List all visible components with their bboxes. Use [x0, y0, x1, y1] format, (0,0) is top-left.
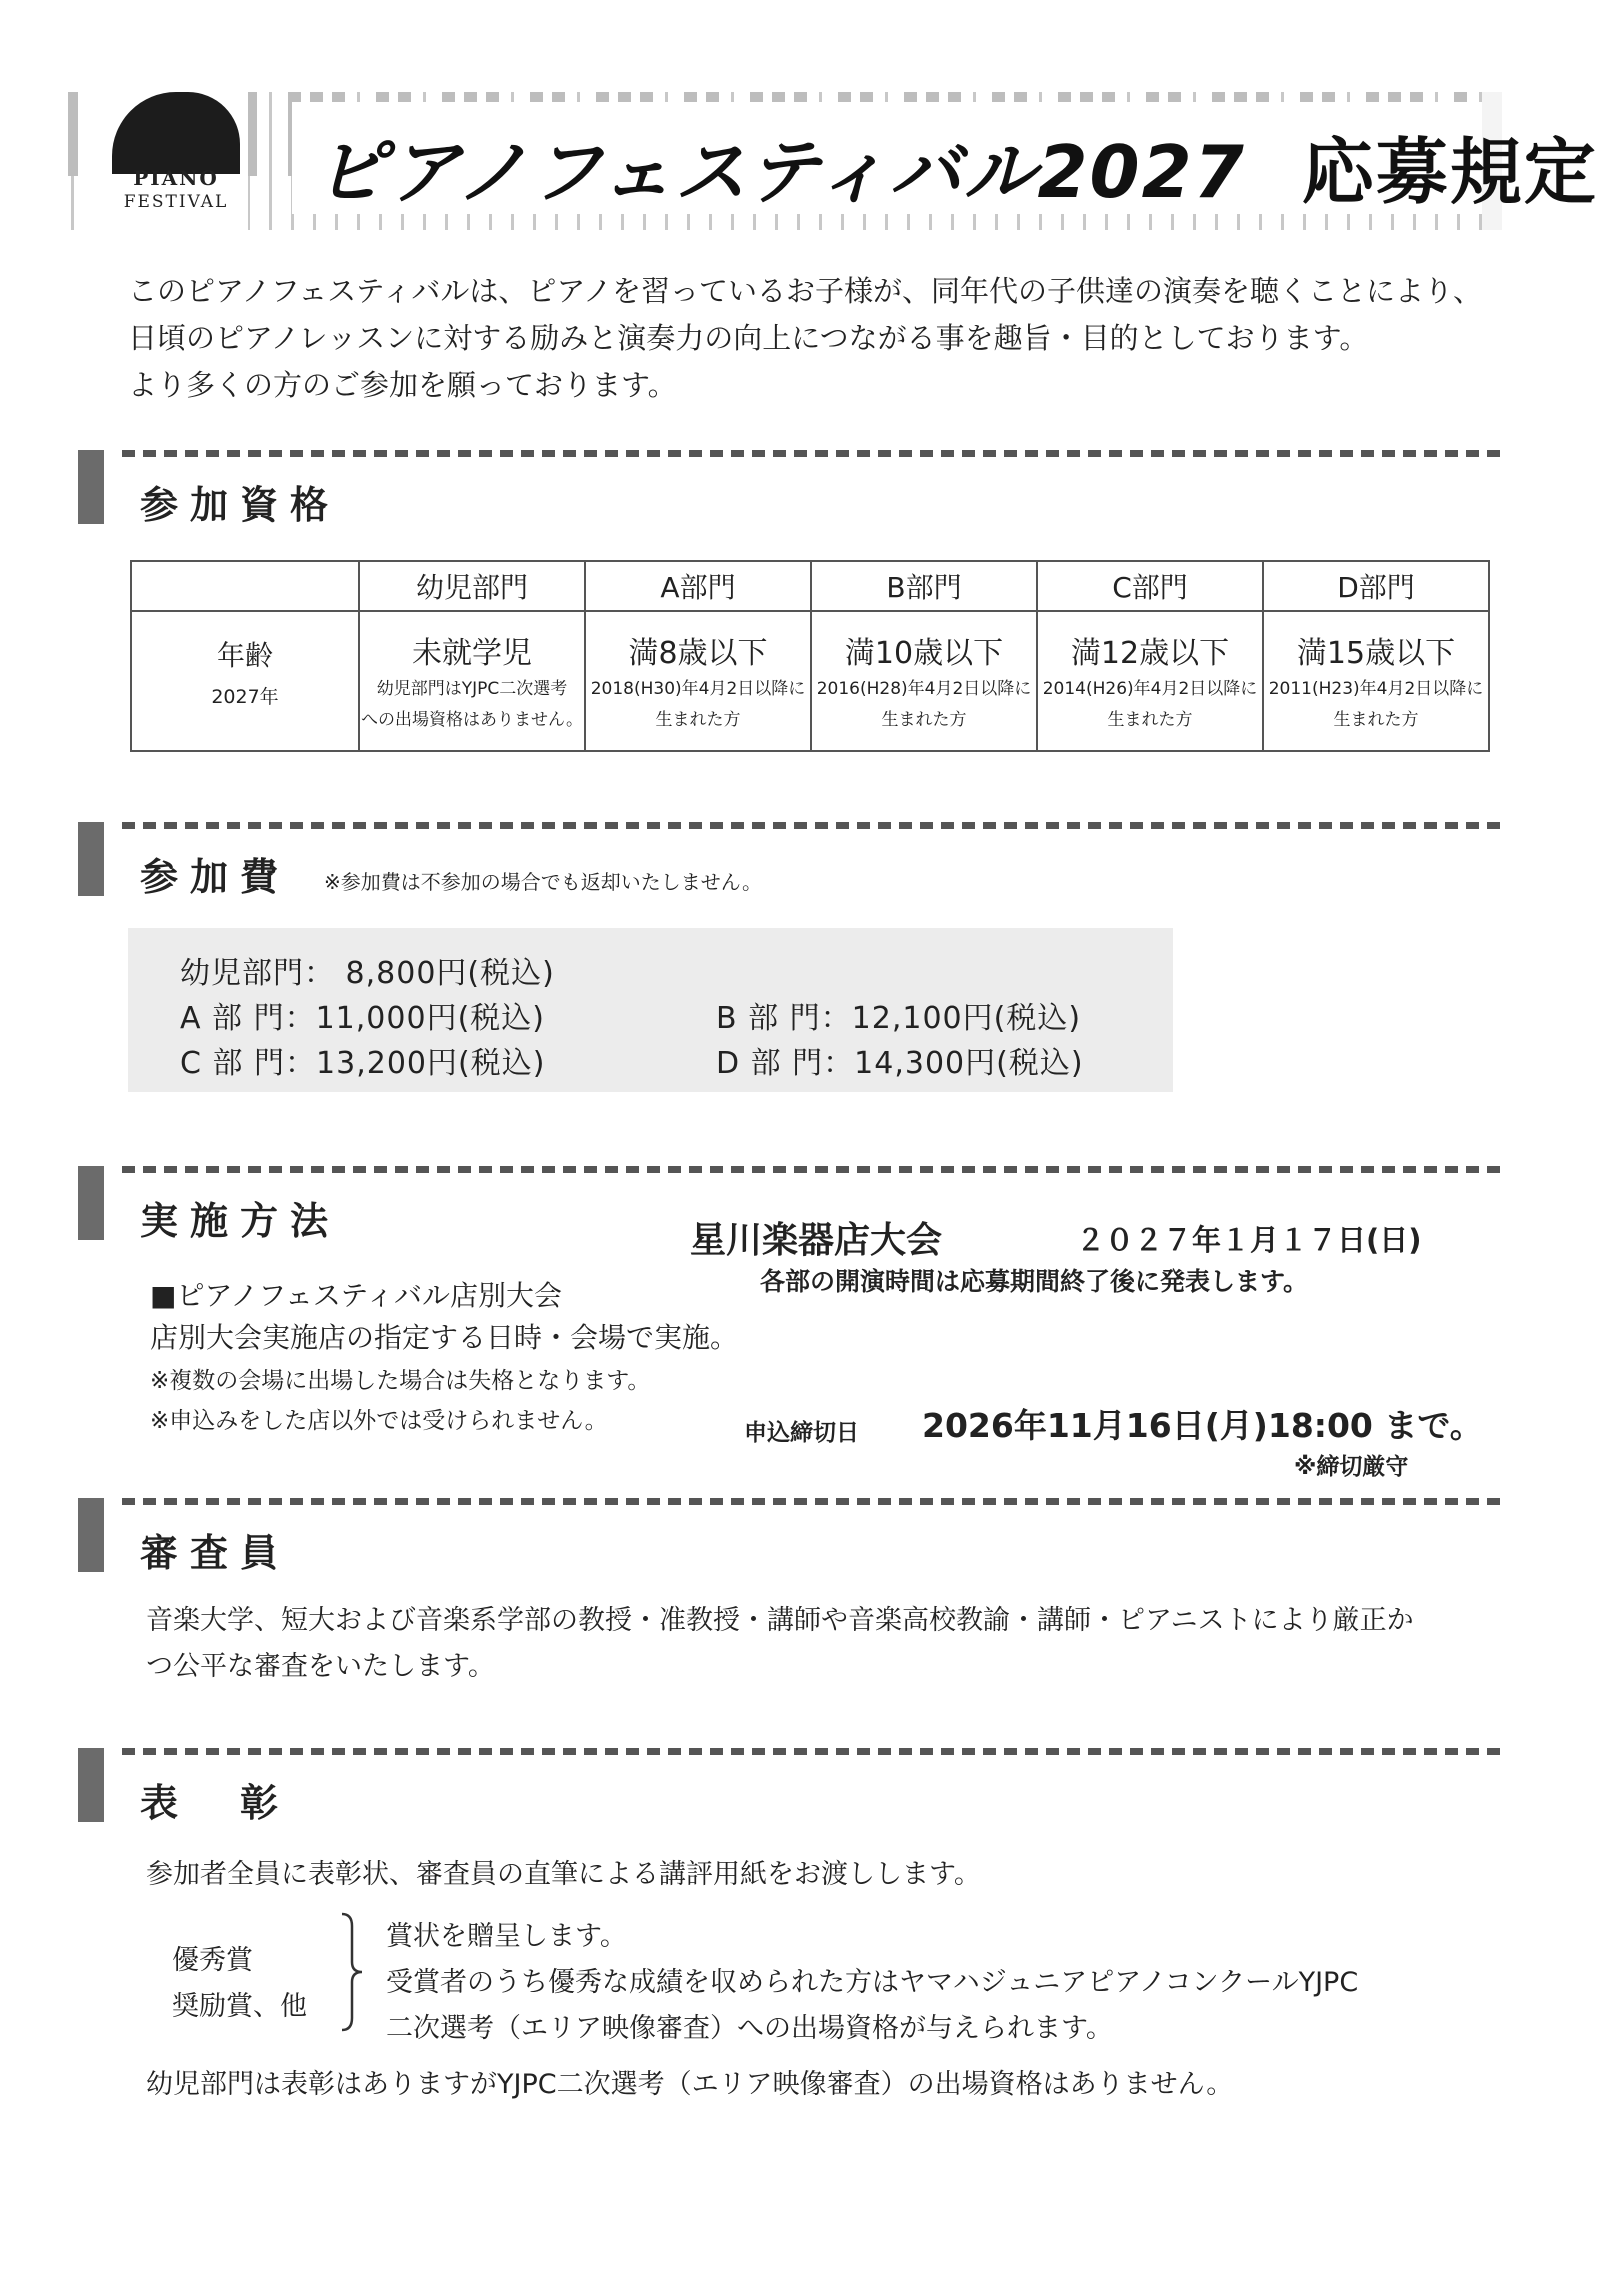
section-title-fees: 参加費 [140, 855, 291, 899]
logo-text-piano: PIANO [133, 166, 219, 190]
table-header-cell: C部門 [1037, 561, 1263, 611]
store-event-desc: 店別大会実施店の指定する日時・会場で実施。 [150, 1321, 739, 1354]
section-title-method: 実施方法 [140, 1199, 341, 1243]
table-header-cell: D部門 [1263, 561, 1489, 611]
intro-line: このピアノフェスティバルは、ピアノを習っているお子様が、同年代の子供達の演奏を聴くことにより、 [128, 274, 1483, 308]
method-note: ※申込みをした店以外では受けられません。 [150, 1408, 608, 1434]
piano-festival-logo [78, 92, 248, 230]
title-main: ピアノフェスティバル2027 [314, 130, 1246, 214]
section-divider [122, 822, 1500, 829]
fees-box [128, 928, 1173, 1092]
table-header-cell [131, 561, 359, 611]
award-desc: 受賞者のうち優秀な成績を収められた方はヤマハジュニアピアノコンクールYJPC [386, 1967, 1359, 1998]
fee-b: B 部 門：12,100円(税込) [716, 1001, 1082, 1036]
deadline-note: ※締切厳守 [1294, 1454, 1409, 1480]
schedule-note: 各部の開演時間は応募期間終了後に発表します。 [760, 1267, 1309, 1296]
age-note: 生まれた方 [881, 710, 967, 730]
fee-a: A 部 門：11,000円(税込) [180, 1001, 545, 1036]
table-cell [1037, 611, 1263, 751]
section-marker [78, 1498, 104, 1572]
judges-line: 音楽大学、短大および音楽系学部の教授・准教授・講師や音楽高校教諭・講師・ピアニストにより厳正か [146, 1605, 1414, 1636]
intro-paragraph [128, 268, 1482, 409]
section-marker [78, 1166, 104, 1240]
table-header-cell: 幼児部門 [359, 561, 585, 611]
table-cell [585, 611, 811, 751]
section-title-awards: 表 彰 [140, 1781, 291, 1825]
table-cell [1263, 611, 1489, 751]
table-header-cell: A部門 [585, 561, 811, 611]
table-cell [811, 611, 1037, 751]
age-note: 幼児部門はYJPC二次選考 [376, 679, 568, 699]
venue-name: 星川楽器店大会 [690, 1220, 943, 1261]
age-note: 生まれた方 [655, 710, 741, 730]
age-value: 満10歳以下 [844, 636, 1004, 671]
section-divider [122, 1166, 1500, 1173]
title-suffix: 応募規定 [1301, 130, 1598, 214]
deadline-label: 申込締切日 [744, 1420, 859, 1446]
section-divider [122, 1498, 1500, 1505]
fee-d: D 部 門：14,300円(税込) [716, 1046, 1084, 1081]
grand-piano-icon [112, 92, 240, 174]
deadline-value: 2026年11月16日(月)18:00 まで。 [922, 1406, 1483, 1445]
age-note: 生まれた方 [1333, 710, 1419, 730]
eligibility-table [130, 560, 1490, 752]
page-title [314, 114, 1598, 218]
age-value: 未就学児 [412, 636, 532, 671]
section-divider [122, 1748, 1500, 1755]
table-header-row [131, 561, 1489, 611]
age-value: 満15歳以下 [1296, 636, 1456, 671]
section-marker [78, 1748, 104, 1822]
table-cell [359, 611, 585, 751]
store-event-heading: ■ピアノフェスティバル店別大会 [150, 1279, 563, 1312]
age-note: 2011(H23)年4月2日以降に [1268, 679, 1484, 699]
brace-icon [336, 1912, 366, 2032]
section-marker [78, 450, 104, 524]
awards-footer: 幼児部門は表彰はありますがYJPC二次選考（エリア映像審査）の出場資格はありません。 [146, 2069, 1234, 2100]
section-title-judges: 審査員 [140, 1531, 291, 1575]
section-marker [78, 822, 104, 896]
award-desc: 賞状を贈呈します。 [386, 1921, 627, 1952]
award-name: 優秀賞 [172, 1945, 253, 1976]
section-title-eligibility: 参加資格 [140, 483, 341, 527]
fees-note: ※参加費は不参加の場合でも返却いたしません。 [324, 870, 762, 894]
fee-infant: 幼児部門： 8,800円(税込) [180, 956, 555, 991]
age-note: 2016(H28)年4月2日以降に [816, 679, 1032, 699]
age-note: 2014(H26)年4月2日以降に [1042, 679, 1258, 699]
age-value: 満8歳以下 [628, 636, 768, 671]
intro-line: より多くの方のご参加を願っております。 [128, 368, 677, 402]
row-label-cell [131, 611, 359, 751]
event-date: ２０２７年１月１７日(日) [1076, 1223, 1422, 1257]
age-note: 生まれた方 [1107, 710, 1193, 730]
section-divider [122, 450, 1500, 457]
age-note: 2018(H30)年4月2日以降に [590, 679, 806, 699]
intro-line: 日頃のピアノレッスンに対する励みと演奏力の向上につながる事を趣旨・目的としております。 [128, 321, 1369, 355]
logo-text-festival: FESTIVAL [123, 192, 229, 212]
fee-c: C 部 門：13,200円(税込) [180, 1046, 546, 1081]
age-value: 満12歳以下 [1070, 636, 1230, 671]
age-note: への出場資格はありません。 [360, 710, 584, 730]
row-sublabel: 2027年 [211, 686, 279, 708]
award-desc: 二次選考（エリア映像審査）への出場資格が与えられます。 [386, 2013, 1113, 2044]
table-header-cell: B部門 [811, 561, 1037, 611]
judges-line: つ公平な審査をいたします。 [146, 1651, 495, 1682]
awards-intro: 参加者全員に表彰状、審査員の直筆による講評用紙をお渡しします。 [146, 1859, 981, 1890]
row-label: 年齢 [216, 639, 273, 672]
method-note: ※複数の会場に出場した場合は失格となります。 [150, 1368, 651, 1394]
header-banner [52, 92, 1598, 230]
award-name: 奨励賞、他 [172, 1991, 307, 2022]
table-row [131, 611, 1489, 751]
